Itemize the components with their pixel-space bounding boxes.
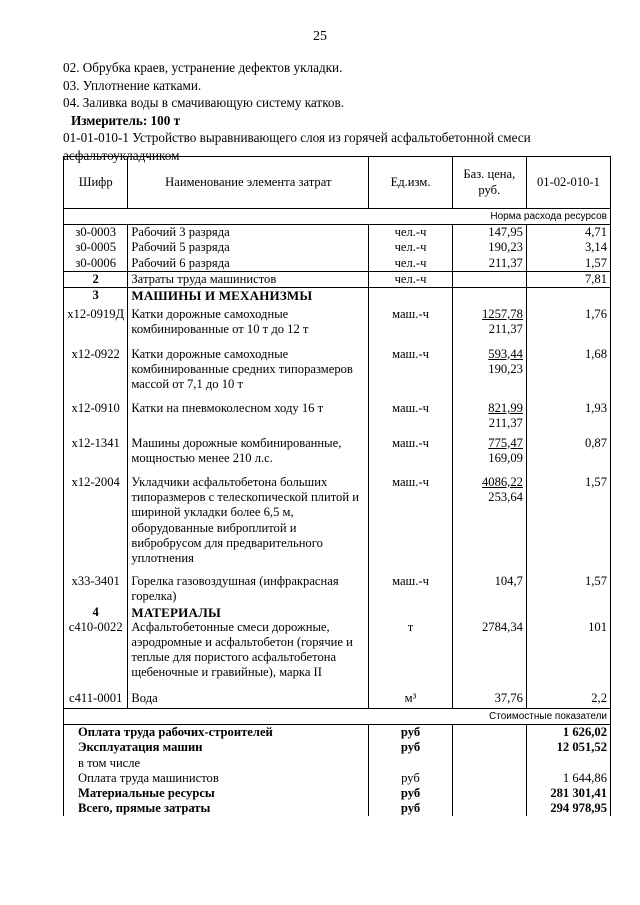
total-name: Всего, прямые затраты	[64, 801, 369, 816]
intro-line-1: 02. Обрубка краев, устранение дефектов укладки.	[63, 60, 343, 75]
machine-row	[64, 303, 611, 342]
material-row	[64, 683, 611, 709]
section-code: 3	[64, 288, 128, 304]
resource-norm: 1,93	[526, 397, 610, 431]
total-price	[452, 786, 526, 801]
resource-name: Катки на пневмоколесном ходу 16 т	[128, 397, 369, 431]
operator-wage-price: 190,23	[488, 361, 523, 376]
total-name: Эксплуатация машин	[64, 740, 369, 755]
total-value: 1 644,86	[526, 771, 610, 786]
total-value: 294 978,95	[526, 801, 610, 816]
base-price: 104,7	[494, 574, 523, 589]
base-price: 821,99	[488, 401, 523, 416]
resource-name: Горелка газовоздушная (инфракрасная горелка)	[128, 570, 369, 604]
resource-code: х12-0919Д	[64, 303, 128, 342]
resource-unit: маш.-ч	[369, 303, 452, 342]
total-price	[452, 740, 526, 755]
labor-row	[64, 240, 611, 255]
total-unit: руб	[369, 740, 452, 755]
resource-unit: маш.-ч	[369, 570, 452, 604]
resource-unit: т	[369, 620, 452, 683]
header-price: Баз. цена, руб.	[452, 157, 526, 209]
section-cell: 4	[64, 605, 128, 620]
total-unit: руб	[369, 771, 452, 786]
header-name: Наименование элемента затрат	[128, 157, 369, 209]
base-price: 593,44	[488, 346, 523, 361]
operator-wage-price: 253,64	[488, 490, 523, 505]
section-3-row	[64, 288, 611, 304]
norm-title-line-1: 01-01-010-1 Устройство выравнивающего слоя из горячей асфальтобетонной смеси	[63, 130, 531, 145]
resource-unit: маш.-ч	[369, 432, 452, 471]
section-2-row	[64, 271, 611, 287]
total-value	[526, 756, 610, 771]
resource-norm: 1,57	[526, 570, 610, 604]
resource-price: 2784,34	[452, 620, 526, 683]
header-norm-code: 01-02-010-1	[526, 157, 610, 209]
section-norm	[526, 288, 610, 304]
subheader-cost-row	[64, 708, 611, 724]
resource-unit: маш.-ч	[369, 471, 452, 570]
intro-line-3: 04. Заливка воды в смачивающую систему катков.	[63, 95, 345, 110]
machine-row	[64, 432, 611, 471]
resource-price: 211,37	[452, 256, 526, 272]
total-unit: руб	[369, 725, 452, 741]
resource-price: 147,95	[452, 225, 526, 241]
total-row	[64, 801, 611, 816]
resource-name: Рабочий 6 разряда	[128, 256, 369, 272]
resource-price: 37,76	[452, 683, 526, 709]
total-unit	[369, 756, 452, 771]
resource-unit: чел.-ч	[369, 240, 452, 255]
total-price	[452, 756, 526, 771]
total-value: 281 301,41	[526, 786, 610, 801]
total-price	[452, 771, 526, 786]
section-cell	[369, 605, 452, 620]
resource-norm: 101	[526, 620, 610, 683]
resource-norm: 4,71	[526, 225, 610, 241]
measure-unit: Измеритель: 100 т	[71, 112, 181, 128]
header-code: Шифр	[64, 157, 128, 209]
resource-code: з0-0005	[64, 240, 128, 255]
resource-unit: маш.-ч	[369, 397, 452, 431]
resource-unit: м³	[369, 683, 452, 709]
total-unit: руб	[369, 786, 452, 801]
resource-name: Машины дорожные комбинированные, мощностью менее 210 л.с.	[128, 432, 369, 471]
cost-table	[63, 156, 611, 816]
subheader-norm: Норма расхода ресурсов	[64, 209, 611, 225]
total-value: 1 626,02	[526, 725, 610, 741]
total-name: Оплата труда машинистов	[64, 771, 369, 786]
machine-row	[64, 343, 611, 398]
section-price	[452, 271, 526, 287]
norm-title-line-2: асфальтоукладчиком	[63, 147, 180, 163]
section-cell	[526, 605, 610, 620]
resource-code: с410-0022	[64, 620, 128, 683]
operator-wage-price: 211,37	[488, 416, 523, 431]
labor-row	[64, 225, 611, 241]
operator-wage-price: 169,09	[488, 450, 523, 465]
resource-norm: 0,87	[526, 432, 610, 471]
total-row	[64, 786, 611, 801]
intro-line-2: 03. Уплотнение катками.	[63, 77, 202, 93]
resource-price	[452, 397, 526, 431]
section-name: Затраты труда машинистов	[128, 271, 369, 287]
resource-norm: 3,14	[526, 240, 610, 255]
total-name: в том числе	[64, 756, 369, 771]
resource-code: з0-0006	[64, 256, 128, 272]
resource-code: с411-0001	[64, 683, 128, 709]
resource-name: Катки дорожные самоходные комбинированные от 10 т до 12 т	[128, 303, 369, 342]
resource-name: Рабочий 3 разряда	[128, 225, 369, 241]
page-number: 25	[313, 29, 327, 44]
table-header-row	[64, 157, 611, 209]
section-name: МАШИНЫ И МЕХАНИЗМЫ	[128, 288, 369, 304]
machine-row	[64, 570, 611, 604]
section-norm: 7,81	[526, 271, 610, 287]
resource-norm: 1,68	[526, 343, 610, 398]
header-unit: Ед.изм.	[369, 157, 452, 209]
section-unit	[369, 288, 452, 304]
material-row	[64, 620, 611, 683]
resource-unit: чел.-ч	[369, 256, 452, 272]
section-price	[452, 288, 526, 304]
subheader-cost: Стоимостные показатели	[64, 708, 611, 724]
resource-price: 190,23	[452, 240, 526, 255]
resource-price	[452, 570, 526, 604]
base-price: 4086,22	[481, 475, 523, 490]
total-row	[64, 756, 611, 771]
total-name: Оплата труда рабочих-строителей	[64, 725, 369, 741]
total-price	[452, 725, 526, 741]
resource-name: Вода	[128, 683, 369, 709]
resource-norm: 1,57	[526, 256, 610, 272]
base-price: 775,47	[488, 435, 523, 450]
section-cell	[452, 605, 526, 620]
resource-price	[452, 471, 526, 570]
section-4-row	[64, 605, 611, 620]
resource-code: х12-2004	[64, 471, 128, 570]
resource-name: Рабочий 5 разряда	[128, 240, 369, 255]
total-value: 12 051,52	[526, 740, 610, 755]
resource-name: Асфальтобетонные смеси дорожные, аэродромные и асфальтобетон (горячие и теплые для пористого асфальтобетона щебеночные и гравийные), марка II	[128, 620, 369, 683]
labor-row	[64, 256, 611, 272]
resource-unit: чел.-ч	[369, 225, 452, 241]
total-row	[64, 771, 611, 786]
resource-norm: 1,76	[526, 303, 610, 342]
section-cell: МАТЕРИАЛЫ	[128, 605, 369, 620]
total-name: Материальные ресурсы	[64, 786, 369, 801]
total-price	[452, 801, 526, 816]
subheader-norm-row	[64, 209, 611, 225]
resource-unit: маш.-ч	[369, 343, 452, 398]
resource-price	[452, 343, 526, 398]
machine-row	[64, 471, 611, 570]
resource-code: х12-0922	[64, 343, 128, 398]
total-unit: руб	[369, 801, 452, 816]
resource-name: Укладчики асфальтобетона больших типоразмеров с телескопической плитой и шириной укладки более 6,5 м, оборудованные виброплитой и вибробрусом для предварительного уплотнения	[128, 471, 369, 570]
resource-code: х12-1341	[64, 432, 128, 471]
resource-norm: 1,57	[526, 471, 610, 570]
section-code: 2	[64, 271, 128, 287]
resource-code: з0-0003	[64, 225, 128, 241]
total-row	[64, 725, 611, 741]
machine-row	[64, 397, 611, 431]
base-price: 1257,78	[481, 307, 523, 322]
resource-code: х33-3401	[64, 570, 128, 604]
intro-text	[63, 59, 531, 164]
resource-price	[452, 432, 526, 471]
total-row	[64, 740, 611, 755]
section-unit: чел.-ч	[369, 271, 452, 287]
resource-code: х12-0910	[64, 397, 128, 431]
operator-wage-price: 211,37	[488, 322, 523, 337]
resource-price	[452, 303, 526, 342]
resource-name: Катки дорожные самоходные комбинированные средних типоразмеров массой от 7,1 до 10 т	[128, 343, 369, 398]
resource-norm: 2,2	[526, 683, 610, 709]
